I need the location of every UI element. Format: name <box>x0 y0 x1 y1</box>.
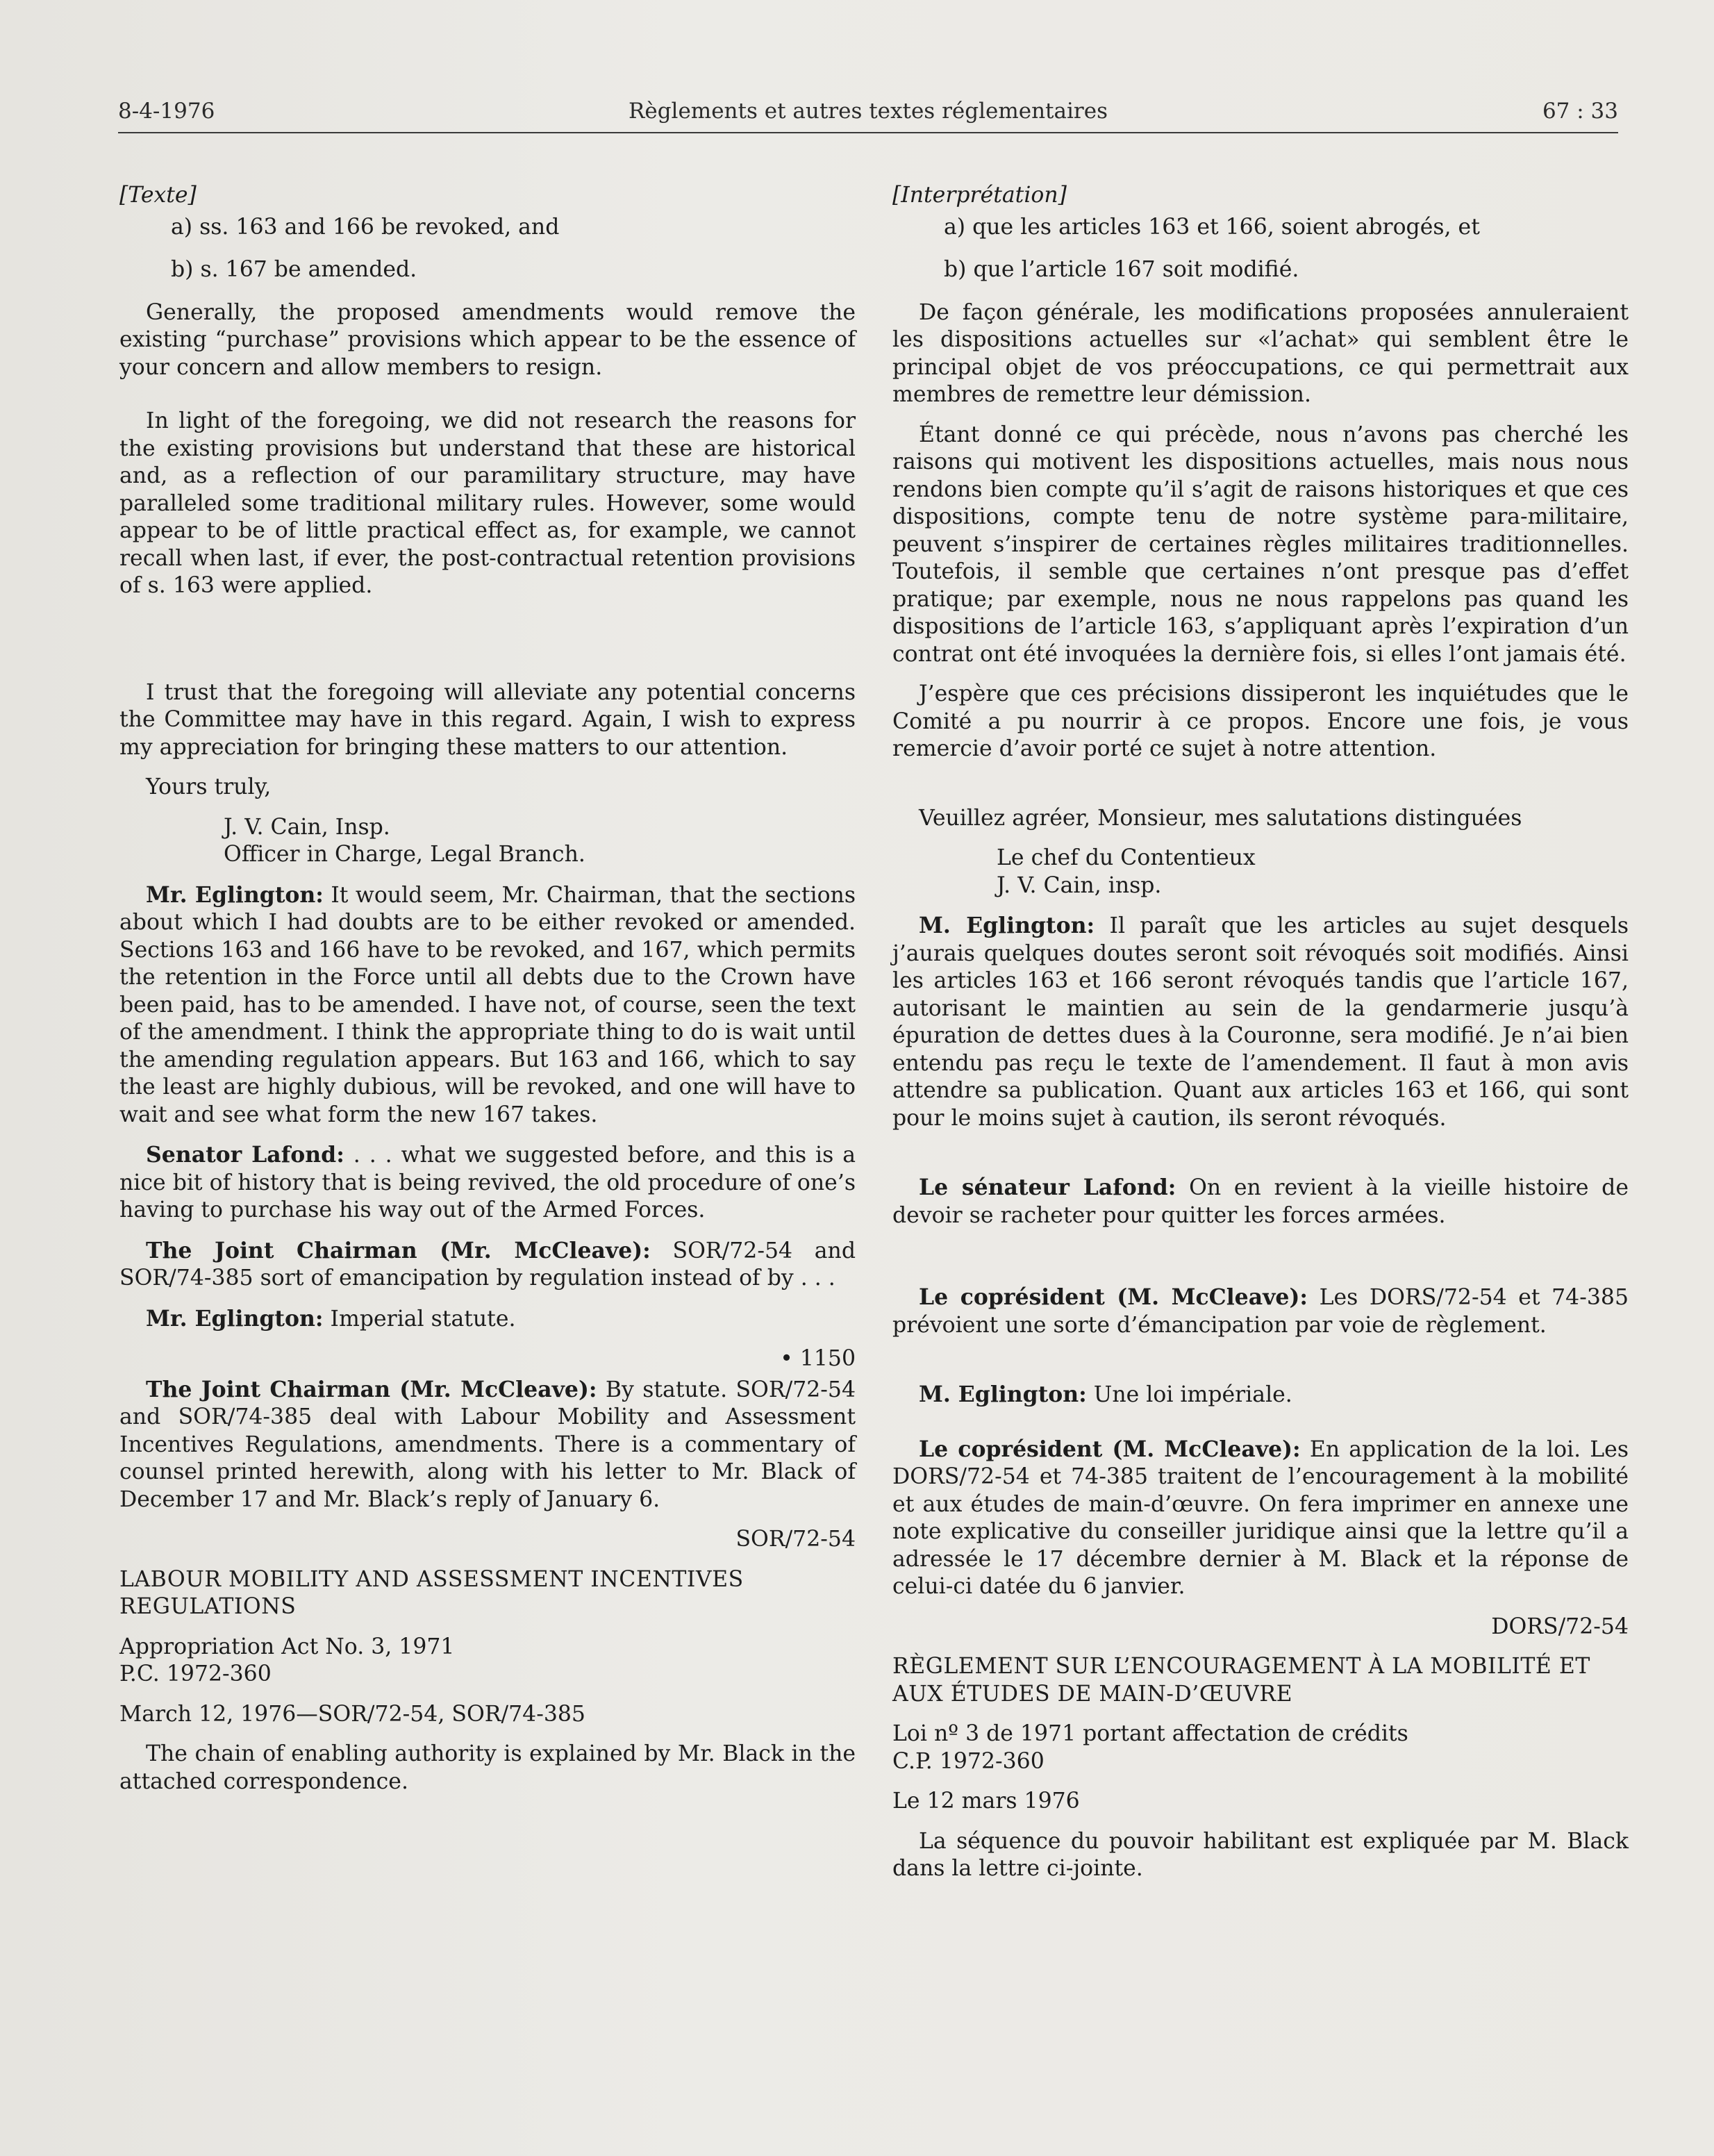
enabling-act: Loi nº 3 de 1971 portant affectation de crédits <box>892 1721 1408 1746</box>
list-item-b: b) s. 167 be amended. <box>171 257 417 282</box>
section-tag: [Texte] <box>119 183 197 208</box>
header-date: 8-4-1976 <box>118 99 215 124</box>
speech-text: Il paraît que les articles au sujet desquels j’aurais quelques doutes seront soit révoqués soit modifiés. Ainsi les articles 163 et 166 seront révoqués tandis que l’article 167, autorisant le maintien au sein de la gendarmerie jusqu’à épuration de dettes dues à la Couronne, sera modifié. Je n’ai bien entendu pas reçu le texte de l’amendement. Il faut à mon avis attendre sa publication. Quant aux articles 163 et 166, qui sont pour le moins sujet à caution, ils seront révoqués. <box>892 913 1629 1131</box>
speaker-name: Le coprésident (M. McCleave): <box>919 1436 1301 1462</box>
regulation-title: RÈGLEMENT SUR L’ENCOURAGEMENT À LA MOBILITÉ ET AUX ÉTUDES DE MAIN-D’ŒUVRE <box>892 1654 1590 1707</box>
speech-chairman-1 <box>892 1284 1629 1339</box>
list-item-a: a) ss. 163 and 166 be revoked, and <box>171 214 560 240</box>
speech-text: Imperial statute. <box>323 1306 516 1332</box>
regulation-reference: SOR/72-54 <box>735 1527 856 1552</box>
speaker-name: Mr. Eglington: <box>146 1305 324 1332</box>
header-page-number: 67 : 33 <box>1542 99 1618 124</box>
speech-text: On en revient à la vieille histoire de devoir se racheter pour quitter les forces armées. <box>892 1175 1629 1228</box>
signature-name: J. V. Cain, insp. <box>997 872 1162 898</box>
speech-text: Les DORS/72-54 et 74-385 prévoient une sorte d’émancipation par voie de règlement. <box>892 1285 1629 1338</box>
speaker-name: Le sénateur Lafond: <box>919 1175 1176 1200</box>
date-line: March 12, 1976—SOR/72-54, SOR/74-385 <box>119 1701 585 1727</box>
running-header <box>118 99 1618 133</box>
speaker-name: M. Eglington: <box>919 913 1095 938</box>
paragraph-2: Étant donné ce qui précède, nous n’avons pas cherché les raisons qui motivent les dispositions actuelles, mais nous nous rendons bien compte qu’il s’agit de raisons historiques et que ces dispositions, compte tenu de notre système para-militaire, peuvent s’inspirer de certaines règles militaires traditionnelles. Toutefois, il semble que certaines n’ont presque pas d’effet pratique; par exemple, nous ne nous rappelons pas quand les dispositions de l’article 163, s’appliquant après l’expiration d’un contrat ont été invoquées la dernière fois, si elles l’ont jamais été. <box>892 422 1629 667</box>
speaker-name: Le coprésident (M. McCleave): <box>919 1284 1308 1310</box>
section-tag: [Interprétation] <box>892 183 1067 208</box>
speech-chairman-2 <box>119 1376 856 1514</box>
paragraph-1: Generally, the proposed amendments would remove the existing “purchase” provisions which appear to be the essence of your concern and allow members to resign. <box>119 299 856 380</box>
list-item-a: a) que les articles 163 et 166, soient abrogés, et <box>944 214 1480 240</box>
speech-text: It would seem, Mr. Chairman, that the sections about which I had doubts are to be either revoked or amended. Sections 163 and 166 have to be revoked, and 167, which permits the retention in the Force until all debts due to the Crown have been paid, has to be amended. I have not, of course, seen the text of the amendment. I think the appropriate thing to do is wait until the amending regulation appears. But 163 and 166, which to say the least are highly dubious, will be revoked, and one will have to wait and see what form the new 167 takes. <box>119 882 856 1127</box>
speech-chairman-1 <box>119 1237 856 1293</box>
regulation-reference: DORS/72-54 <box>1491 1614 1629 1639</box>
french-column <box>892 182 1629 1896</box>
speech-text: En application de la loi. Les DORS/72-54 et 74-385 traitent de l’encouragement à la mobilité et aux études de main-d’œuvre. On fera imprimer en annexe une note explicative du conseiller juridique ainsi que la lettre qu’il a adressée le 17 décembre dernier à M. Black et la réponse de celui-ci datée du 6 janvier. <box>892 1436 1629 1599</box>
speech-chairman-2 <box>892 1436 1629 1601</box>
header-title: Règlements et autres textes réglementaires <box>629 99 1108 124</box>
signature-title: Officer in Charge, Legal Branch. <box>224 842 585 867</box>
speech-lafond <box>892 1174 1629 1229</box>
paragraph-3: I trust that the foregoing will alleviate any potential concerns the Committee may have in this regard. Again, I wish to express my appreciation for bringing these matters to our attention. <box>119 679 856 760</box>
final-paragraph: The chain of enabling authority is explained by Mr. Black in the attached correspondence. <box>119 1741 856 1794</box>
paragraph-1: De façon générale, les modifications proposées annuleraient les dispositions actuelles sur «l’achat» qui semblent être le principal objet de vos préoccupations, ce qui permettrait aux membres de remettre leur démission. <box>892 299 1629 407</box>
speech-text: SOR/72-54 and SOR/74-385 sort of emancipation by regulation instead of by . . . <box>119 1238 856 1291</box>
list-item-b: b) que l’article 167 soit modifié. <box>944 257 1299 282</box>
signature-name: J. V. Cain, Insp. <box>224 814 390 840</box>
speaker-name: Senator Lafond: <box>146 1142 344 1168</box>
final-paragraph: La séquence du pouvoir habilitant est expliquée par M. Black dans la lettre ci-jointe. <box>892 1828 1629 1881</box>
speech-lafond <box>119 1141 856 1225</box>
regulation-title: LABOUR MOBILITY AND ASSESSMENT INCENTIVES REGULATIONS <box>119 1566 744 1619</box>
order-in-council: C.P. 1972-360 <box>892 1748 1045 1774</box>
speaker-name: The Joint Chairman (Mr. McCleave): <box>146 1237 651 1263</box>
speech-text: . . . what we suggested before, and this is a nice bit of history that is being revived, the old procedure of one’s having to purchase his way out of the Armed Forces. <box>119 1143 856 1222</box>
order-in-council: P.C. 1972-360 <box>119 1661 272 1686</box>
paragraph-3: J’espère que ces précisions dissiperont les inquiétudes que le Comité a pu nourrir à ce propos. Encore une fois, je vous remercie d’avoir porté ce sujet à notre attention. <box>892 681 1629 761</box>
speech-eglington-2 <box>119 1305 856 1334</box>
paragraph-2: In light of the foregoing, we did not research the reasons for the existing provisions but understand that these are historical and, as a reflection of our paramilitary structure, may have paralleled some traditional military rules. However, some would appear to be of little practical effect as, for example, we cannot recall when last, if ever, the post-contractual retention provisions of s. 163 were applied. <box>119 408 856 598</box>
signature-title: Le chef du Contentieux <box>997 845 1256 870</box>
speech-text: Une loi impériale. <box>1086 1382 1292 1407</box>
time-marker: • 1150 <box>780 1346 856 1371</box>
header-rule <box>118 132 1618 133</box>
english-column <box>119 182 856 1808</box>
date-line: Le 12 mars 1976 <box>892 1789 1080 1814</box>
speech-eglington-1 <box>892 912 1629 1132</box>
enabling-act: Appropriation Act No. 3, 1971 <box>119 1634 455 1659</box>
speech-eglington-1 <box>119 881 856 1129</box>
letter-closing: Yours truly, <box>146 774 272 799</box>
speaker-name: Mr. Eglington: <box>146 881 324 908</box>
speech-eglington-2 <box>892 1381 1629 1409</box>
speaker-name: M. Eglington: <box>919 1382 1087 1407</box>
speech-text: By statute. SOR/72-54 and SOR/74-385 deal with Labour Mobility and Assessment Incentives Regulations, amendments. There is a commentary of counsel printed herewith, along with his letter to Mr. Black of December 17 and Mr. Black’s reply of January 6. <box>119 1377 856 1512</box>
letter-closing: Veuillez agréer, Monsieur, mes salutations distinguées <box>919 805 1522 831</box>
speaker-name: The Joint Chairman (Mr. McCleave): <box>146 1376 597 1402</box>
